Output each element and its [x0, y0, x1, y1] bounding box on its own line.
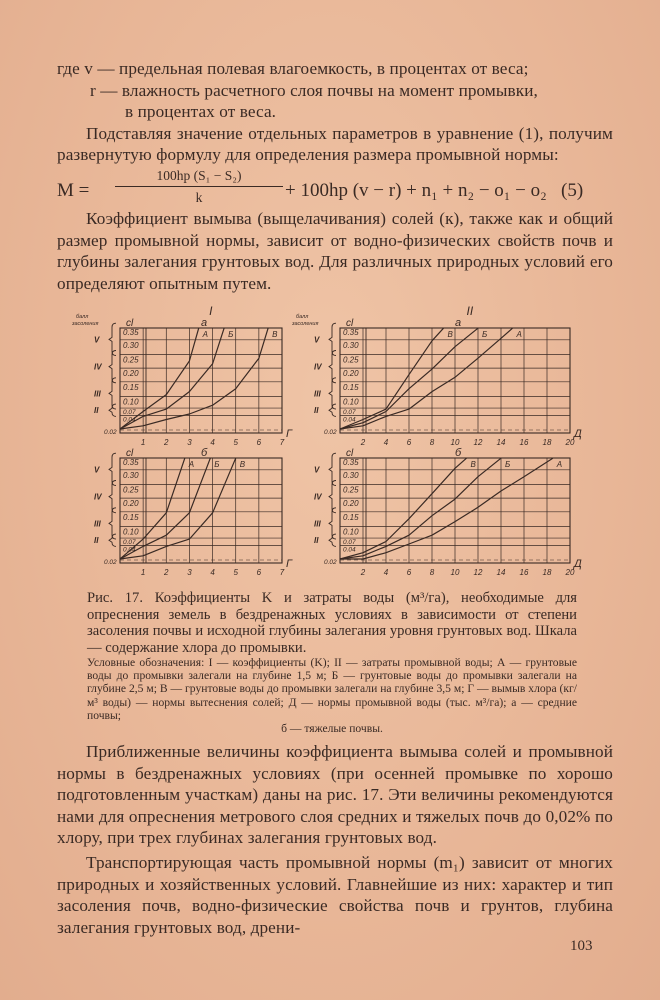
svg-text:0.15: 0.15 — [343, 382, 359, 392]
svg-text:2: 2 — [164, 438, 169, 447]
svg-text:2: 2 — [360, 568, 366, 577]
svg-text:14: 14 — [496, 568, 506, 577]
svg-text:0.20: 0.20 — [123, 499, 139, 509]
svg-text:7: 7 — [279, 438, 285, 447]
svg-text:б: б — [201, 447, 208, 459]
svg-text:Д: Д — [574, 428, 582, 440]
svg-text:0.30: 0.30 — [343, 340, 359, 350]
svg-text:7: 7 — [279, 568, 285, 577]
svg-text:Б: Б — [214, 460, 220, 469]
svg-text:12: 12 — [473, 438, 483, 447]
svg-text:балл: балл — [296, 314, 309, 320]
svg-text:16: 16 — [519, 568, 529, 577]
svg-text:0.07: 0.07 — [343, 539, 356, 547]
chart-panel-II-b — [279, 447, 582, 588]
svg-text:V: V — [94, 335, 100, 345]
svg-text:II: II — [466, 304, 474, 318]
paragraph-substitution: Подставляя значение отдельных параметров в уравнение (1), получим развернутую формулу для определения размера промывной нормы: — [57, 123, 613, 164]
svg-text:0.02: 0.02 — [324, 559, 337, 566]
svg-text:Б: Б — [482, 330, 488, 339]
svg-text:0.20: 0.20 — [343, 499, 359, 509]
svg-text:8: 8 — [429, 568, 435, 577]
svg-text:0.35: 0.35 — [123, 458, 139, 468]
where-block — [57, 58, 613, 123]
svg-text:4: 4 — [210, 438, 215, 447]
svg-text:12: 12 — [473, 568, 483, 577]
formula-5 — [57, 168, 613, 212]
svg-text:0.04: 0.04 — [343, 416, 356, 424]
figure-legend — [87, 656, 577, 735]
svg-text:4: 4 — [383, 568, 389, 577]
svg-text:1: 1 — [140, 568, 146, 577]
svg-text:0.04: 0.04 — [343, 546, 356, 554]
page-number: 103 — [570, 938, 593, 954]
svg-text:0.25: 0.25 — [123, 355, 139, 365]
svg-text:0.15: 0.15 — [343, 512, 359, 522]
svg-text:4: 4 — [383, 438, 389, 447]
svg-text:0.25: 0.25 — [123, 485, 139, 495]
svg-text:0.07: 0.07 — [343, 409, 356, 417]
svg-text:18: 18 — [542, 568, 552, 577]
plot-frame — [120, 458, 282, 563]
svg-text:III: III — [314, 389, 321, 399]
svg-text:IV: IV — [94, 362, 102, 372]
paragraph-coefficient: Коэффициент вымыва (выщелачивания) солей (к), также как и общий размер промывной нормы, зависит от водно-физических свойств почв и глубины залегания грунтовых вод. Для различных природных условий его определяют опытным путем. — [57, 209, 613, 293]
curve-В — [340, 458, 467, 559]
svg-text:A: A — [188, 460, 195, 469]
svg-text:В: В — [272, 330, 278, 339]
svg-text:0.30: 0.30 — [343, 470, 359, 480]
svg-text:Г: Г — [286, 558, 292, 570]
svg-text:В: В — [239, 460, 246, 469]
svg-text:а: а — [201, 317, 208, 329]
svg-text:cl: cl — [346, 448, 354, 459]
svg-text:II: II — [314, 406, 319, 416]
svg-text:4: 4 — [210, 568, 215, 577]
svg-text:Д: Д — [574, 558, 582, 570]
svg-text:3: 3 — [187, 438, 192, 447]
svg-text:3: 3 — [187, 568, 192, 577]
svg-text:III: III — [94, 389, 101, 399]
svg-text:0.35: 0.35 — [343, 458, 359, 468]
svg-text:0.02: 0.02 — [104, 559, 117, 566]
svg-text:2: 2 — [360, 438, 366, 447]
svg-text:0.35: 0.35 — [343, 328, 359, 338]
svg-text:cl: cl — [126, 318, 134, 329]
svg-text:2: 2 — [164, 568, 169, 577]
plot-frame — [120, 328, 282, 433]
svg-text:0.04: 0.04 — [123, 416, 136, 424]
svg-text:0.20: 0.20 — [123, 369, 139, 379]
svg-text:6: 6 — [406, 568, 412, 577]
text-block-transport — [57, 852, 613, 938]
svg-text:б: б — [455, 447, 462, 459]
svg-text:балл: балл — [76, 314, 89, 320]
svg-text:0.15: 0.15 — [123, 382, 139, 392]
svg-text:0.10: 0.10 — [123, 527, 139, 537]
chart-panel-I-b — [72, 447, 292, 588]
chart-panel-II-a — [279, 304, 582, 458]
svg-text:0.30: 0.30 — [123, 340, 139, 350]
legend-text: Условные обозначения: I — коэффициенты (K); II — затраты промывной воды; А — грунтовые воды до промывки залегали на глубине 1,5 м; Б — грунтовые воды до промывки залегали на глубине 2,5 м; В — грунтовые воды до промывки залегали на глубине 3,5 м; Г — вымыв хлора (кг/м³ воды) — нормы вытеснения солей; Д — нормы промывной воды (тыс. м³/га); а — средние почвы; — [87, 656, 577, 722]
svg-text:Б: Б — [505, 460, 511, 469]
svg-text:10: 10 — [450, 438, 460, 447]
svg-text:1: 1 — [140, 438, 146, 447]
svg-text:III: III — [94, 519, 101, 529]
svg-text:6: 6 — [256, 568, 262, 577]
text-block-approx — [57, 741, 613, 849]
figure-caption: Рис. 17. Коэффициенты K и затраты воды (м³/га), необходимые для опреснения земель в бездренажных условиях в зависимости от степени засоления почвы и исходной глубины залегания уровня грунтовых вод. Шкала — содержание хлора до промывки. — [87, 590, 577, 656]
svg-text:5: 5 — [233, 438, 238, 447]
svg-text:II: II — [94, 406, 99, 416]
paragraph-transport: Транспортирующая часть промывной нормы (m₁) зависит от многих природных и хозяйственных условий. Главнейшие из них: характер и тип засоления почв, водно-физические свойства почв и грунтов, глубина залегания грунтовых вод, дрени- — [57, 853, 613, 937]
svg-text:а: а — [455, 317, 462, 329]
svg-text:18: 18 — [542, 438, 552, 447]
svg-text:IV: IV — [314, 492, 322, 502]
svg-text:II: II — [94, 536, 99, 546]
svg-text:A: A — [202, 330, 209, 339]
svg-text:0.35: 0.35 — [123, 328, 139, 338]
formula-denominator: k — [195, 190, 203, 205]
svg-text:IV: IV — [94, 492, 102, 502]
svg-text:0.15: 0.15 — [123, 512, 139, 522]
svg-text:8: 8 — [429, 438, 435, 447]
svg-text:В: В — [447, 330, 453, 339]
svg-text:16: 16 — [519, 438, 529, 447]
text-block-coefficient — [57, 208, 613, 294]
svg-text:А: А — [556, 460, 563, 469]
svg-text:10: 10 — [450, 568, 460, 577]
where-line-r: r — влажность расчетного слоя почвы на момент промывки, — [90, 80, 538, 100]
where-line-v: где v — предельная полевая влагоемкость, в процентах от веса; — [57, 59, 529, 78]
svg-text:0.30: 0.30 — [123, 470, 139, 480]
legend-last: б — тяжелые почвы. — [281, 722, 383, 736]
svg-text:засоления: засоления — [292, 321, 319, 327]
svg-text:0.07: 0.07 — [123, 539, 136, 547]
figure-17 — [72, 304, 582, 588]
where-line-cont: в процентах от веса. — [125, 102, 277, 121]
svg-text:А: А — [516, 330, 522, 339]
svg-text:0.10: 0.10 — [123, 397, 139, 407]
svg-text:0.07: 0.07 — [123, 409, 136, 417]
svg-text:IV: IV — [314, 362, 322, 372]
svg-text:0.04: 0.04 — [123, 546, 136, 554]
chart-panel-I-a — [72, 304, 292, 458]
svg-text:0.25: 0.25 — [343, 355, 359, 365]
svg-text:засоления: засоления — [72, 321, 99, 327]
svg-text:20: 20 — [565, 438, 575, 447]
curve-А — [340, 458, 553, 559]
svg-text:cl: cl — [346, 318, 354, 329]
svg-text:III: III — [314, 519, 321, 529]
svg-text:II: II — [314, 536, 319, 546]
svg-text:V: V — [314, 465, 320, 475]
svg-text:V: V — [94, 465, 100, 475]
formula-lhs: M = — [57, 180, 90, 201]
svg-text:0.20: 0.20 — [343, 369, 359, 379]
equation-number: (5) — [561, 180, 584, 201]
svg-text:В: В — [470, 460, 476, 469]
svg-text:cl: cl — [126, 448, 134, 459]
svg-text:0.25: 0.25 — [343, 485, 359, 495]
svg-text:20: 20 — [565, 568, 575, 577]
svg-text:6: 6 — [256, 438, 262, 447]
svg-text:I: I — [209, 304, 213, 318]
formula-fraction — [115, 168, 283, 206]
formula-rhs: + 100hp (v − r) + n₁ + n₂ − o₁ − o₂ — [285, 180, 547, 201]
svg-text:Г: Г — [286, 428, 292, 440]
svg-text:6: 6 — [406, 438, 412, 447]
formula-numerator: 100hp (S₁ − S₂) — [115, 168, 283, 187]
svg-text:0.02: 0.02 — [324, 429, 337, 436]
svg-text:14: 14 — [496, 438, 506, 447]
svg-text:0.10: 0.10 — [343, 527, 359, 537]
svg-text:5: 5 — [233, 568, 238, 577]
svg-text:V: V — [314, 335, 320, 345]
text-block-top — [57, 58, 613, 166]
svg-text:0.10: 0.10 — [343, 397, 359, 407]
svg-text:0.02: 0.02 — [104, 429, 117, 436]
paragraph-approx: Приближенные величины коэффициента вымыва солей и промывной нормы в бездренажных условиях (при осенней промывке по хорошо подготовленным участкам) даны на рис. 17. Эти величины рекомендуются нами для опреснения метрового слоя средних и тяжелых почв до 0,02% по хлору, при трех глубинах залегания грунтовых вод. — [57, 742, 613, 847]
svg-text:Б: Б — [228, 330, 234, 339]
